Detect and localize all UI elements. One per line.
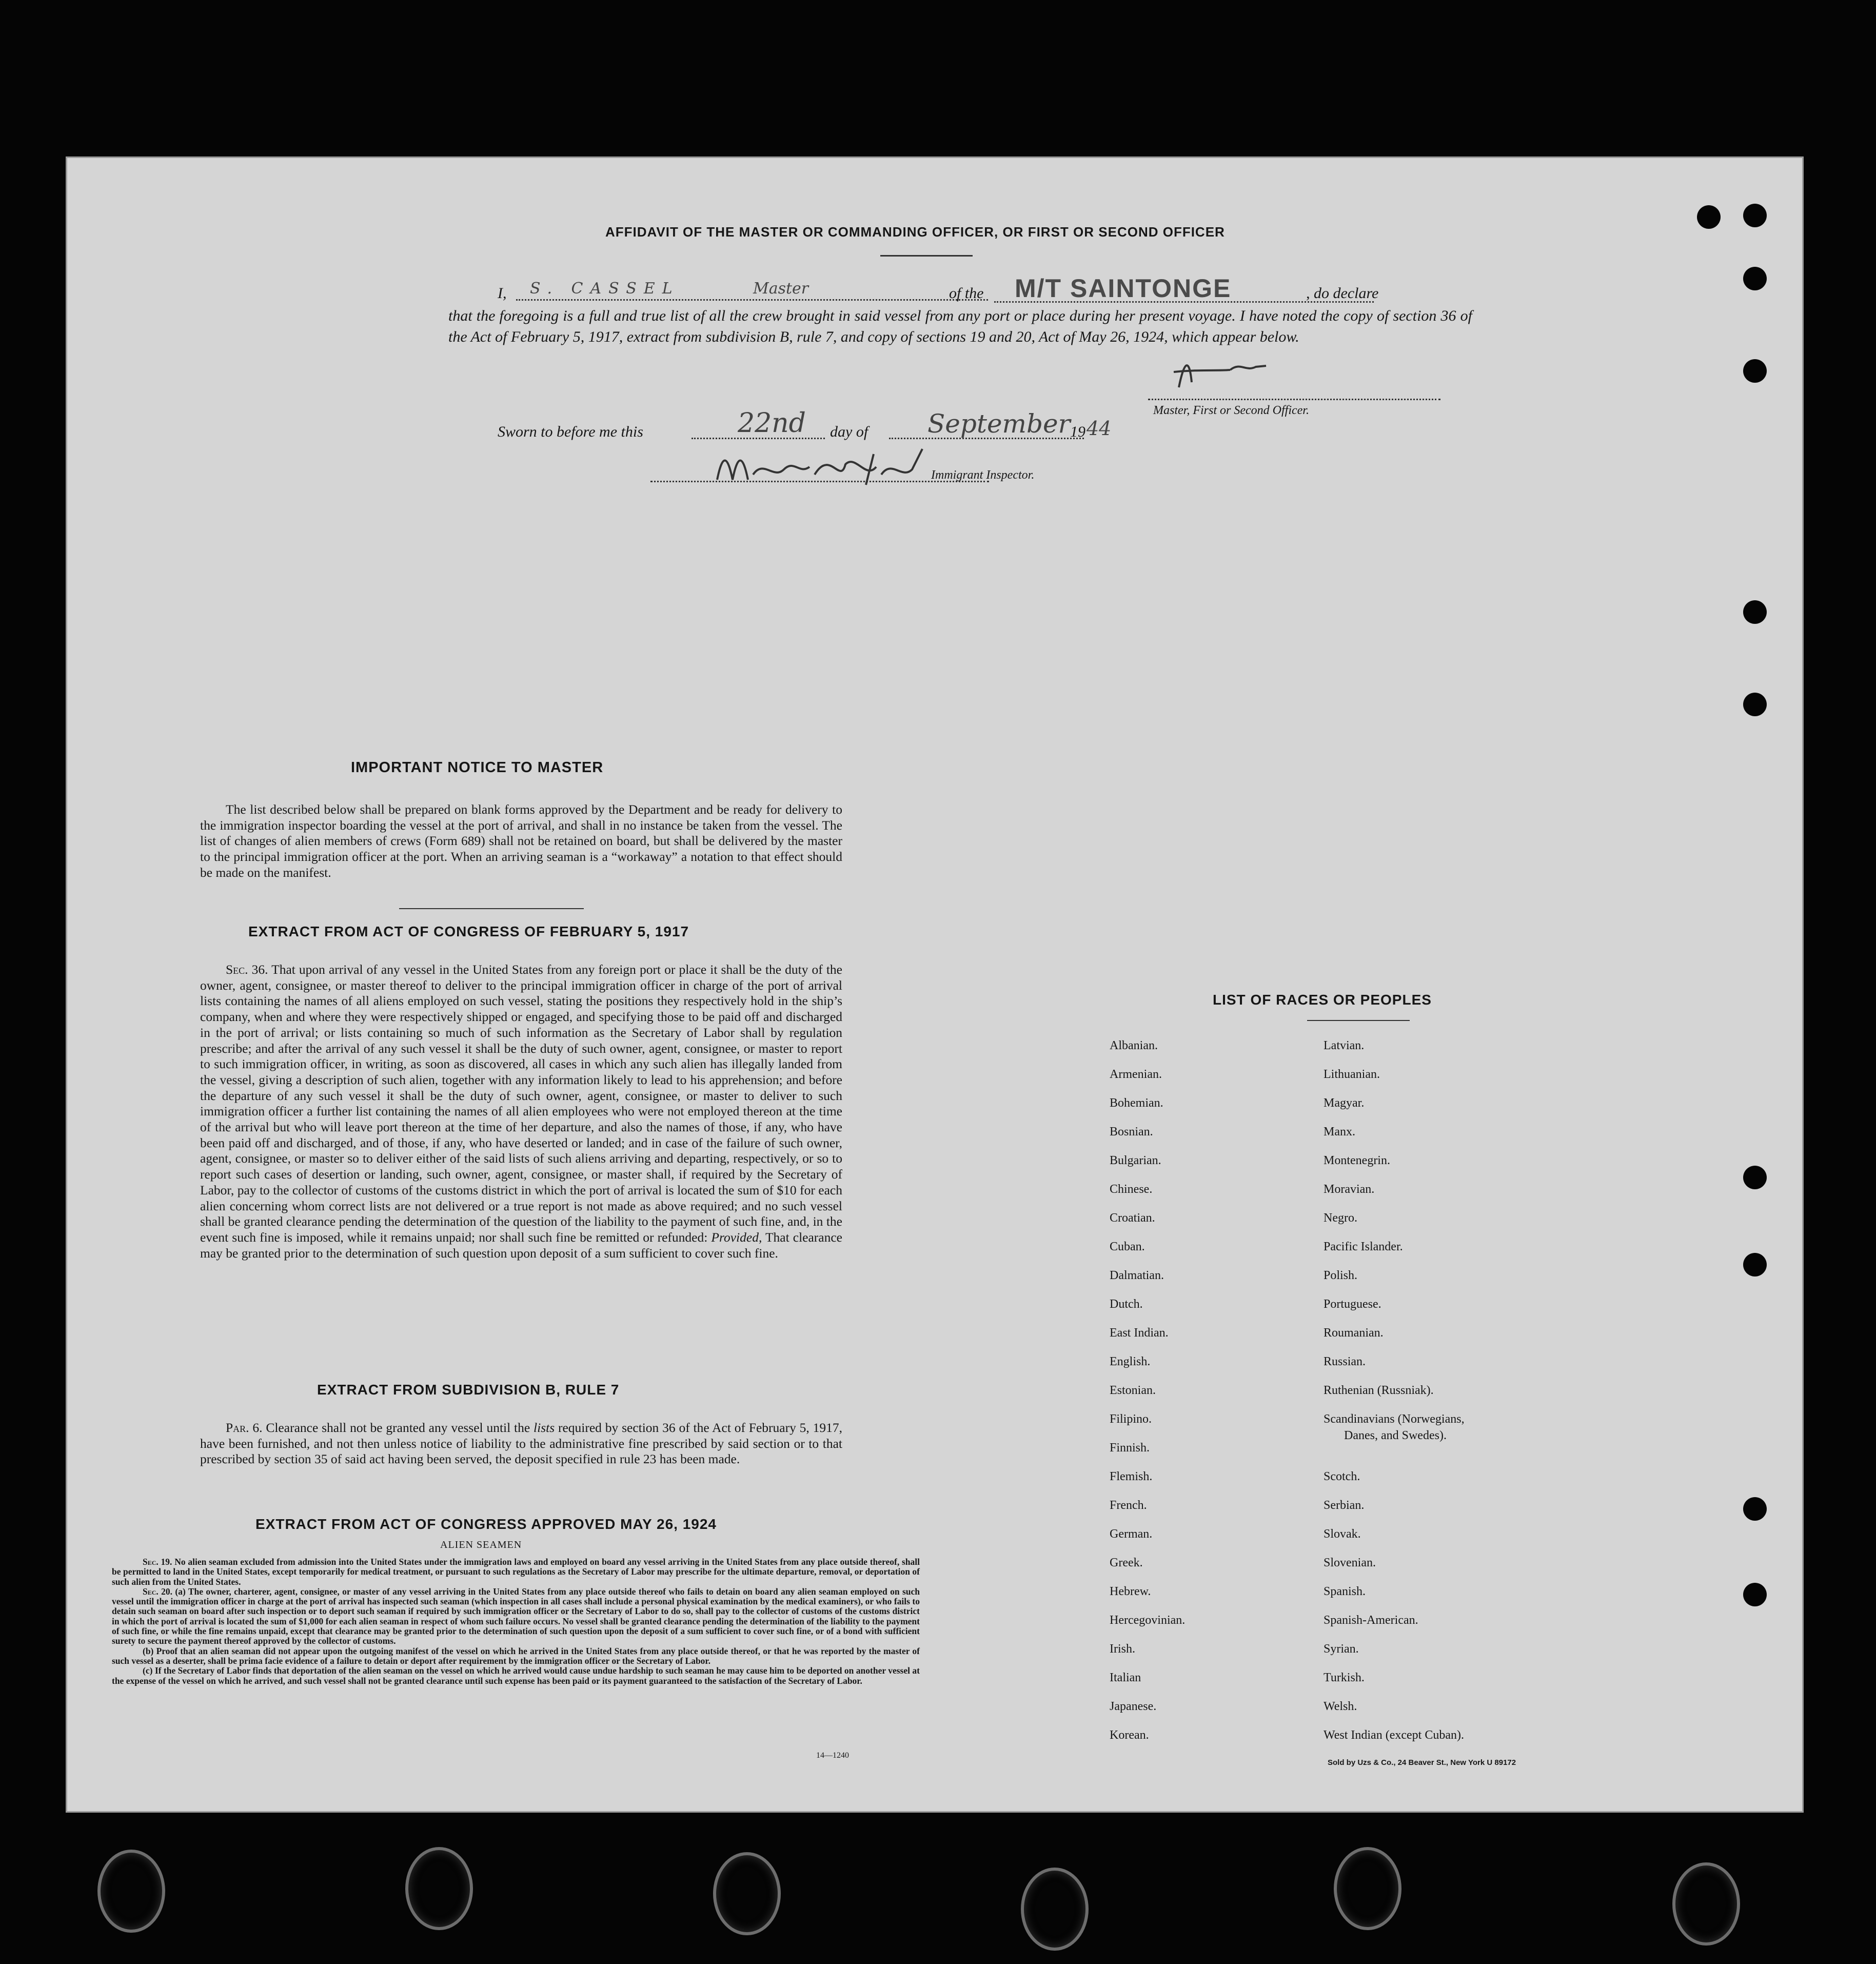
race-item: English. [1110,1355,1151,1368]
race-item: Spanish-American. [1324,1614,1418,1627]
name-line [516,299,988,301]
master-signature [1169,351,1276,392]
provided-label: Provided, [711,1229,762,1245]
binder-hole [1743,693,1767,716]
form-number: 14—1240 [816,1751,849,1760]
race-item: Finnish. [1110,1441,1150,1455]
race-item: Spanish. [1324,1585,1366,1598]
act-1924-text [112,1557,920,1686]
race-item: Italian [1110,1671,1141,1684]
par-6-part-a: Clearance shall not be granted any vessel until the [266,1420,530,1435]
race-item: Filipino. [1110,1412,1152,1426]
race-item: Manx. [1324,1125,1355,1138]
races-heading: LIST OF RACES OR PEOPLES [1213,992,1432,1008]
notice-divider [399,908,584,909]
race-item: Roumanian. [1324,1326,1384,1340]
race-item: Bohemian. [1110,1096,1163,1110]
film-mark [713,1852,781,1935]
signature-line [1148,399,1440,400]
race-item: Bosnian. [1110,1125,1153,1138]
notice-text: The list described below shall be prepared on blank forms approved by the Department and be ready for delivery to the immigration inspector boarding the vessel at the port of arrival, and shall in no instance be taken from the vessel. The list of changes of alien members of crews (Form 689) shall not be retained on board, but shall be delivered by the master to the principal immigration officer at the port. When an arriving seaman is a “workaway” a notation to that effect should be made on the manifest. [200,802,842,880]
inspector-signature [712,444,927,490]
race-item: East Indian. [1110,1326,1169,1340]
race-item: Slovenian. [1324,1556,1376,1569]
race-item: Japanese. [1110,1700,1157,1713]
affidavit-title: AFFIDAVIT OF THE MASTER OR COMMANDING OFFICER, OR FIRST OR SECOND OFFICER [605,224,1225,240]
sec-36-body: That upon arrival of any vessel in the United States from any foreign port or place it shall be the duty of the owner, agent, consignee, or master thereof to deliver to the principal immigration officer in charge of the port of arrival lists containing the names of all aliens employed on such vessel, stating the positions they respectively hold in the ship’s company, when and where they were respectively shipped or engaged, and specifying those to be paid off and discharged in the port of arrival; or lists containing so much of such information as the Secretary of Labor shall by regulation prescribe; and after the arrival of any such vessel it shall be the duty of such owner, agent, consignee, or master to report to such immigration officer, in writing, as soon as discovered, all cases in which any such alien has illegally landed from the vessel, giving a description of such alien, together with any information likely to lead to his apprehension; and before the departure of any such vessel it shall be the duty of such owner, agent, consignee, or master to deliver to such immigration officer a further list containing the names of all alien employees who were not employed thereon at the time of the arrival but who will leave port thereon at the time of her departure, and also the names of those, if any, who have been paid off and discharged, and of those, if any, who have deserted or landed; and in case of the failure of such owner, agent, consignee, or master so to deliver either of the said lists of such aliens arriving and departing, respectively, or so to report such cases of desertion or landing, such owner, agent, consignee, or master shall, if required by the Secretary of Labor, pay to the collector of customs of the customs district in which the port of arrival is located the sum of $10 for each alien concerning whom correct lists are not delivered or a true report is not made as above required; and no such vessel shall be granted clearance pending the determination of the question of the liability to the payment of such fine, and, in the event such fine is imposed, while it remains unpaid; nor shall such fine be remitted or refunded: [200,962,843,1245]
race-item: Armenian. [1110,1068,1162,1081]
alien-seamen-subheading: ALIEN SEAMEN [440,1539,522,1550]
sworn-label: Sworn to before me this [498,423,643,440]
binder-hole [1697,205,1721,229]
race-item: Negro. [1324,1211,1357,1225]
binder-hole [1743,1253,1767,1276]
binder-hole [1743,204,1767,227]
race-item: Syrian. [1324,1642,1359,1656]
par-6-part-b: required by section 36 of the Act of February 5, 1917, have been furnished, and not then unless notice of liability to the administrative fine prescribed by said section or to that prescribed by section 35 of said act having been served, the deposit specified in rule 23 has been made. [200,1420,843,1467]
race-item: Chinese. [1110,1183,1153,1196]
sec-19-text: No alien seaman excluded from admission into the United States under the immigration laws and employed on board any vessel arriving in the United States from any place outside thereof, shall be permitted to land in the United States, except temporarily for medical treatment, or pursuant to such regulations as the Secretary of Labor may prescribe for the ultimate departure, removal, or deportation of such alien from the United States. [112,1557,920,1587]
binder-hole [1743,1166,1767,1189]
race-item: Portuguese. [1324,1298,1381,1311]
rule-7-heading: EXTRACT FROM SUBDIVISION B, RULE 7 [317,1382,620,1398]
handwritten-rank: Master [753,280,809,298]
race-item: Latvian. [1324,1039,1365,1052]
race-item: Russian. [1324,1355,1366,1368]
sec-20b-text: (b) Proof that an alien seaman did not appear upon the outgoing manifest of the vessel on which he arrived in the United States from any place outside thereof, or that he was reported by the master of such vessel as a deserter, shall be prima facie evidence of a failure to detain or deport after requirement by the immigration officer or the Secretary of Labor. [112,1645,920,1666]
race-item: Hercegovinian. [1110,1614,1186,1627]
race-item: Hebrew. [1110,1585,1151,1598]
rule-7-text [200,1420,842,1467]
inspector-label: Immigrant Inspector. [931,468,1035,482]
race-item: Cuban. [1110,1240,1145,1253]
race-item: Serbian. [1324,1499,1365,1512]
binder-hole [1743,1497,1767,1521]
year-suffix: 44 [1087,417,1112,440]
sec-19-label: Sec. 19. [143,1557,172,1567]
race-item: Croatian. [1110,1211,1155,1225]
declare-label: , do declare [1306,285,1379,302]
film-mark [1334,1847,1401,1930]
vessel-name-stamp: M/T SAINTONGE [1015,274,1232,303]
act-1917-heading: EXTRACT FROM ACT OF CONGRESS OF FEBRUARY 5, 1917 [248,924,689,939]
race-item: Scandinavians (Norwegians, [1324,1412,1465,1426]
race-item: Ruthenian (Russniak). [1324,1384,1434,1397]
race-item: Polish. [1324,1269,1358,1282]
manifest-sheet [66,156,1804,1813]
race-item: French. [1110,1499,1147,1512]
sworn-day: 22nd [738,408,806,439]
race-item: Moravian. [1324,1183,1375,1196]
declaration-text: that the foregoing is a full and true list of all the crew brought in said vessel from any port or place during her present voyage. I have noted the copy of section 36 of the Act of February 5, 1917, extract from subdivision B, rule 7, and copy of sections 19 and 20, Act of May 26, 1924, which appear below. [448,307,1472,345]
title-divider [880,255,973,257]
film-mark [1672,1862,1740,1946]
race-item: Dalmatian. [1110,1269,1164,1282]
race-item: Lithuanian. [1324,1068,1380,1081]
sworn-month: September [927,409,1071,439]
sec-20a-text: (a) The owner, charterer, agent, consignee, or master of any vessel arriving in the United States from any place outside thereof who fails to detain on board any alien seaman employed on such vessel until the immigration officer in charge at the port of arrival has inspected such seaman (which inspection in all cases shall include a personal physical examination by the medical examiners), or who fails to detain such seaman on board after such inspection or to deport such seaman if required by such immigration officer or the Secretary of Labor to do so, shall pay to the collector of customs of the customs district in which the port of arrival is located the sum of $1,000 for each alien seaman in respect of whom such failure occurs. No vessel shall be granted clearance pending the determination of the liability to the payment of such fine, or while the fine remains unpaid, except that clearance may be granted prior to the determination of such question upon the deposit of a sum sufficient to cover such fine, or of a bond with sufficient surety to secure the payment thereof approved by the collector of customs. [112,1586,920,1646]
film-mark [1021,1868,1089,1951]
race-item: German. [1110,1527,1153,1541]
race-item: Turkish. [1324,1671,1365,1684]
race-item: Danes, and Swedes). [1344,1429,1447,1442]
i-label: I, [498,285,507,302]
publisher-imprint: Sold by Uzs & Co., 24 Beaver St., New York U 89172 [1328,1758,1516,1767]
binder-hole [1743,267,1767,290]
year-prefix: 19 [1070,423,1085,440]
race-item: Welsh. [1324,1700,1357,1713]
signature-label: Master, First or Second Officer. [1153,404,1309,417]
day-of-label: day of [830,423,868,440]
race-item: Scotch. [1324,1470,1360,1483]
par-6-label: Par. 6. [226,1420,263,1435]
act-1924-heading: EXTRACT FROM ACT OF CONGRESS APPROVED MAY 26, 1924 [255,1516,717,1532]
sec-20-label: Sec. 20. [143,1586,173,1597]
lists-word: lists [534,1420,555,1435]
race-item: West Indian (except Cuban). [1324,1729,1464,1742]
race-item: Greek. [1110,1556,1143,1569]
of-the-label: of the [949,285,984,302]
binder-hole [1743,359,1767,383]
sec-36-label: Sec. 36. [226,962,268,977]
race-item: Pacific Islander. [1324,1240,1403,1253]
act-1917-text [200,962,842,1261]
sec-20c-text: (c) If the Secretary of Labor finds that deportation of the alien seaman on the vessel on which he arrived would cause undue hardship to such seaman he may cause him to be deported on another vessel at the expense of the vessel on which he arrived, and such vessel shall not be granted clearance until such expense has been paid or its payment guaranteed to the satisfaction of the Secretary of Labor. [112,1665,920,1686]
race-item: Estonian. [1110,1384,1156,1397]
race-item: Flemish. [1110,1470,1153,1483]
film-mark [405,1847,473,1930]
handwritten-name: S. CASSEL [530,280,680,298]
race-item: Slovak. [1324,1527,1361,1541]
notice-heading: IMPORTANT NOTICE TO MASTER [351,759,604,776]
race-item: Albanian. [1110,1039,1158,1052]
race-item: Magyar. [1324,1096,1365,1110]
race-item: Dutch. [1110,1298,1143,1311]
race-item: Montenegrin. [1324,1154,1390,1167]
race-item: Korean. [1110,1729,1149,1742]
binder-hole [1743,1583,1767,1606]
binder-hole [1743,600,1767,624]
film-mark [97,1850,165,1933]
race-item: Bulgarian. [1110,1154,1161,1167]
sec-36-end: That clearance may be granted prior to the determination of such question upon deposit of a sum sufficient to cover such fine. [200,1229,843,1261]
races-divider [1307,1020,1410,1021]
race-item: Irish. [1110,1642,1135,1656]
